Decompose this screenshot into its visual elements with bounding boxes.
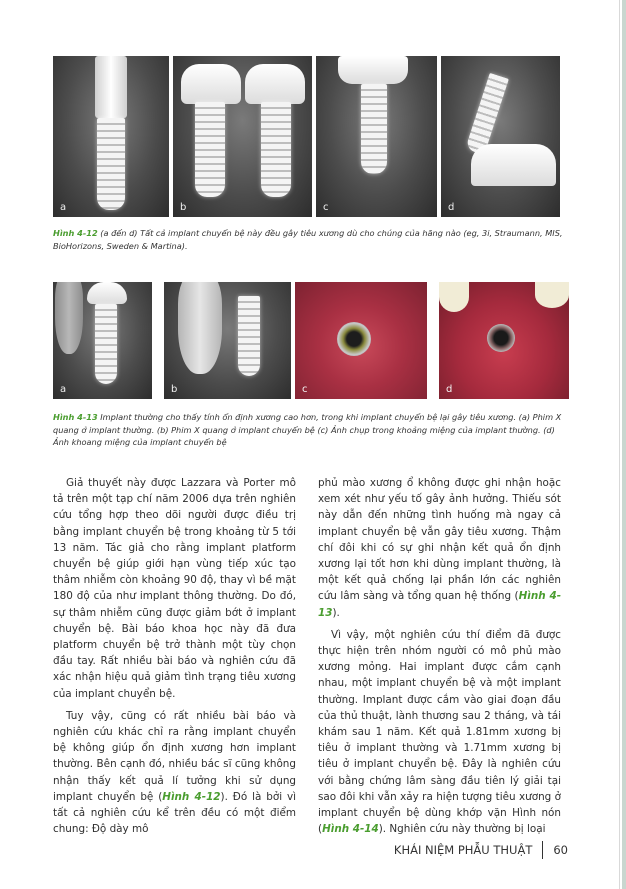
page-number: 60 <box>553 843 568 857</box>
photo-panel-d <box>439 282 569 399</box>
xray-implant <box>195 102 225 197</box>
body-column-left <box>53 475 296 843</box>
panel-label: c <box>302 384 308 395</box>
adjacent-tooth <box>439 282 469 312</box>
xray-panel-a <box>53 282 152 399</box>
figure-4-13-caption <box>53 411 565 449</box>
xray-implant <box>361 84 387 174</box>
xray-crown <box>245 64 305 104</box>
xray-panel-b <box>173 56 312 217</box>
paragraph-text: ). Đó là bởi vì tất cả nghiên cứu kể trên đều có một điểm chung: Độ dày mô <box>53 790 297 836</box>
figure-ref-link[interactable]: Hình 4-12 <box>162 790 221 803</box>
adjacent-tooth <box>535 282 569 308</box>
xray-implant <box>465 73 509 155</box>
xray-panel-d <box>441 56 560 217</box>
xray-implant <box>97 118 125 210</box>
paragraph-text: ). <box>332 606 340 619</box>
body-column-right <box>318 475 561 843</box>
xray-crown <box>181 64 241 104</box>
caption-figure-ref: Hình 4-12 <box>53 228 98 238</box>
implant-head <box>487 324 515 352</box>
figure-ref-link[interactable]: Hình 4-14 <box>322 823 379 836</box>
panel-label: d <box>448 202 455 213</box>
xray-panel-c <box>316 56 437 217</box>
paragraph <box>318 475 561 621</box>
paragraph: Giả thuyết này được Lazzara và Porter mô tả trên một tạp chí năm 2006 dựa trên nghiên cứu tổng hợp theo dõi người được điều trị bằng implant chuyển bệ trong khoảng từ 5 tới 13 năm. Tác giả cho rằng implant platform chuyển bệ giúp giới hạn vùng tiếp xúc tạo thâm nhiễm còn khoảng 90 độ, thay vì bề mặt 180 độ của như implant thông thường. Do đó, sự thâm nhiễm cũng được giảm bớt ở implant chuyển bệ. Bài báo khoa học này đã đưa platform chuyển bệ trở thành một tùy chọn đầu tay. Rất nhiều bài báo và nghiên cứu đã xác nhận hiệu quả giảm tình trạng tiêu xương của implant chuyển bệ. <box>53 477 296 700</box>
xray-abutment <box>95 56 127 118</box>
photo-panel-c <box>295 282 427 399</box>
panel-label: b <box>171 384 178 395</box>
panel-label: a <box>60 202 67 213</box>
page-edge <box>622 0 626 889</box>
paragraph-text: Vì vậy, một nghiên cứu thí điểm đã được thực hiện trên nhóm người có mô phủ mào xương mỏng. Hai implant được cắm cạnh nhau, một implant chuyển bệ và một implant thường. Implant được cắm vào giai đoạn đầu của thủ thuật, lành thương sau 2 tháng, và tái khám sau 1 năm. Kết quả 1.81mm xương bị tiêu ở implant thường và 1.71mm xương bị tiêu ở implant chuyển bệ. Đây là nghiên cứu với bằng chứng lâm sàng đầu tiên lý giải tại sao đôi khi vẫn xảy ra hiện tượng tiêu xương ở implant chuyển bệ dùng khớp vặn Hình nón ( <box>318 628 561 836</box>
xray-implant <box>95 304 117 384</box>
panel-label: a <box>60 384 67 395</box>
caption-text: (a đến d) Tất cả implant chuyển bệ này đều gây tiêu xương dù cho chúng của hãng nào (eg, 3i, Straumann, MIS, BioHorizons, Sweden & Martina). <box>53 228 563 251</box>
page-edge-line <box>619 0 620 889</box>
caption-figure-ref: Hình 4-13 <box>53 412 98 422</box>
panel-label: c <box>323 202 329 213</box>
xray-crown <box>338 56 408 84</box>
figure-ref-link[interactable]: Hình 4-13 <box>318 590 562 619</box>
xray-tooth <box>178 282 222 374</box>
figure-4-13 <box>53 282 569 399</box>
paragraph-text: phủ mào xương ổ không được ghi nhận hoặc xem xét như yếu tố gây ảnh hưởng. Thiếu sót này dẫn đến những tình huống mà ngay cả implant chuyển bệ vẫn gây tiêu xương. Thậm chí đôi khi có sự ghi nhận kết quả ổn định xương lại tốt hơn khi dùng implant thường, là một kết quả chống lại phần lớn các nghiên cứu lâm sàng và tổng quan hệ thống ( <box>318 477 561 603</box>
xray-implant <box>238 296 260 376</box>
footer-divider <box>542 841 543 859</box>
xray-implant <box>261 102 291 197</box>
xray-panel-b <box>164 282 291 399</box>
implant-head <box>337 322 371 356</box>
xray-crown <box>471 144 556 186</box>
panel-label: d <box>446 384 453 395</box>
figure-4-12-caption <box>53 227 565 252</box>
caption-text: Implant thường cho thấy tính ổn định xương cao hơn, trong khi implant chuyển bệ lại gây tiêu xương. (a) Phim X quang ở implant thường. (b) Phim X quang ở implant chuyển bệ (c) Ảnh chụp trong khoảng miệng của implant thường. (d) Ảnh khoang miệng của implant chuyển bệ <box>53 412 562 447</box>
paragraph <box>318 627 561 838</box>
paragraph-text: Tuy vậy, cũng có rất nhiều bài báo và nghiên cứu khác chỉ ra rằng implant chuyển bệ không giúp ổn định xương hơn implant thường. Bên cạnh đó, nhiều bác sĩ cũng không nhận thấy kết quả lí tưởng khi sử dụng implant chuyển bệ ( <box>53 709 296 803</box>
figure-4-12 <box>53 56 560 217</box>
paragraph-text: ). Nghiên cứu này thường bị loại <box>378 823 546 836</box>
page-footer <box>394 841 568 859</box>
panel-label: b <box>180 202 187 213</box>
xray-crown <box>87 282 127 304</box>
chapter-title: KHÁI NIỆM PHẪU THUẬT <box>393 843 533 857</box>
xray-tooth <box>55 282 83 354</box>
xray-panel-a <box>53 56 169 217</box>
paragraph <box>53 708 296 838</box>
